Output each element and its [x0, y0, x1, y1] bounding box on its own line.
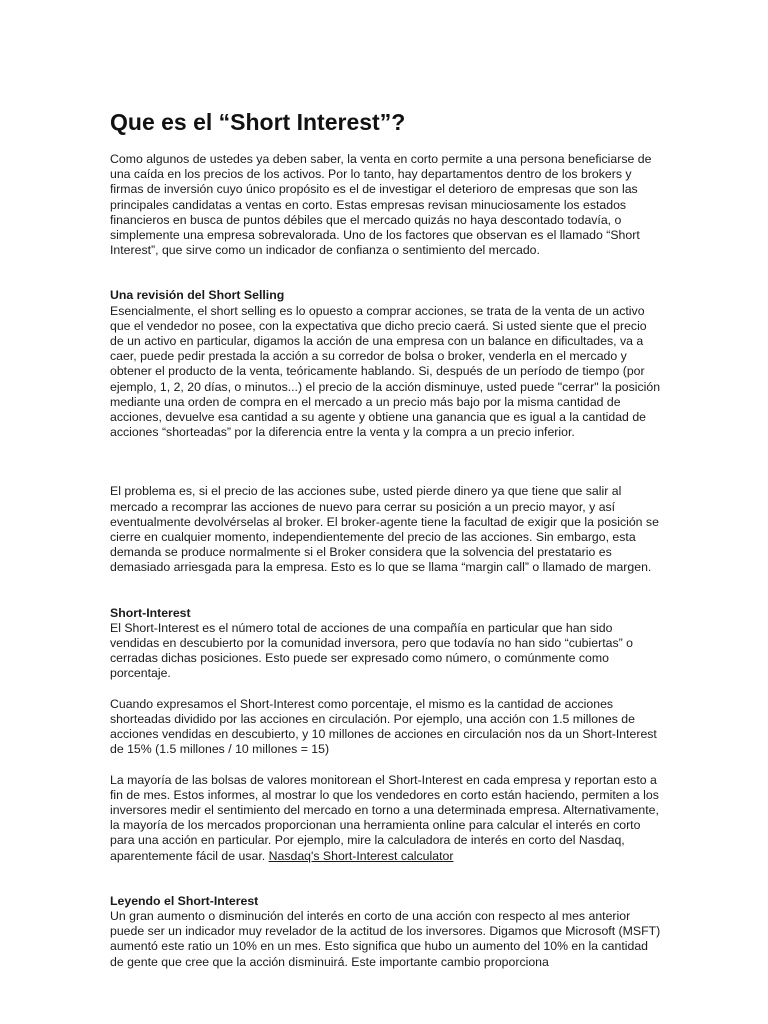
reporting-text: La mayoría de las bolsas de valores monitorean el Short-Interest en cada empresa y reportan esto a fin de mes. Estos informes, al mostrar lo que los vendedores en corto están haciendo, permiten a los inversores medir el sentimiento del mercado en torno a una determinada empresa. Alternativamente, la mayoría de los mercados proporcionan una herramienta online para calcular el interés en corto para una acción en particular. Por ejemplo, mire la calculadora de interés en corto del Nasdaq, aparentemente fácil de usar. [110, 772, 659, 863]
short-interest-definition-paragraph: El Short-Interest es el número total de acciones de una compañía en particular que han sido vendidas en descubierto por la comunidad inversora, pero que todavía no han sido “cubiertas” o cerradas dichas posiciones. Esto puede ser expresado como número, o comúnmente como porcentaje. [110, 620, 633, 681]
margin-call-paragraph: El problema es, si el precio de las acciones sube, usted pierde dinero ya que tiene que salir al mercado a recomprar las acciones de nuevo para cerrar su posición a un precio mayor, y así eventualmente devolvérselas al broker. El broker-agente tiene la facultad de exigir que la posición se cierre en cualquier momento, independientemente del precio de las acciones. Sin embargo, esta demanda se produce normalmente si el Broker considera que la solvencia del prestatario es demasiado arriesgada para la empresa. Esto es lo que se llama “margin call” o llamado de margen. [110, 484, 659, 575]
short-interest-percentage-paragraph: Cuando expresamos el Short-Interest como porcentaje, el mismo es la cantidad de acciones shorteadas dividido por las acciones en circulación. Por ejemplo, una acción con 1.5 millones de acciones vendidas en descubierto, y 10 millones de acciones en circulación nos da un Short-Interest de 15% (1.5 millones / 10 millones = 15) [110, 696, 657, 757]
nasdaq-calculator-link[interactable]: Nasdaq's Short-Interest calculator [268, 848, 454, 863]
intro-paragraph: Como algunos de ustedes ya deben saber, la venta en corto permite a una persona beneficiarse de una caída en los precios de los activos. Por lo tanto, hay departamentos dentro de los brokers y firmas de inversión cuyo único propósito es el de investigar el deterioro de empresas que son las principales candidatas a ventas en corto. Estas empresas revisan minuciosamente los estados financieros en busca de puntos débiles que el mercado quizás no haya descontado todavía, o simplemente una empresa sobrevalorada. Uno de los factores que observan es el llamado “Short Interest”, que sirve como un indicador de confianza o sentimiento del mercado. [110, 152, 652, 258]
reading-short-interest-paragraph: Un gran aumento o disminución del interés en corto de una acción con respecto al mes anterior puede ser un indicador muy revelador de la actitud de los inversores. Digamos que Microsoft (MSFT) aumentó este ratio un 10% en un mes. Esto significa que hubo un aumento del 10% en la cantidad de gente que cree que la acción disminuirá. Este importante cambio proporciona [110, 908, 661, 969]
section-heading-short-selling: Una revisión del Short Selling [110, 288, 285, 303]
section-heading-short-interest: Short-Interest [110, 605, 191, 620]
short-interest-reporting-paragraph [110, 773, 662, 864]
document-title: Que es el “Short Interest”? [110, 109, 406, 135]
section-heading-reading-short-interest: Leyendo el Short-Interest [110, 893, 259, 908]
document-page [110, 108, 662, 970]
short-selling-paragraph: Esencialmente, el short selling es lo opuesto a comprar acciones, se trata de la venta de un activo que el vendedor no posee, con la expectativa que dicho precio caerá. Si usted siente que el precio de un activo en particular, digamos la acción de una empresa con un balance en dificultades, va a caer, puede pedir prestada la acción a su corredor de bolsa o broker, venderla en el mercado y obtener el producto de la venta, teóricamente hablando. Si, después de un período de tiempo (por ejemplo, 1, 2, 20 días, o minutos...) el precio de la acción disminuye, usted puede "cerrar" la posición mediante una orden de compra en el mercado a un precio más bajo por la misma cantidad de acciones, devuelve esa cantidad a su agente y obtiene una ganancia que es igual a la cantidad de acciones “shorteadas” por la diferencia entre la venta y la compra a un precio inferior. [110, 303, 661, 440]
